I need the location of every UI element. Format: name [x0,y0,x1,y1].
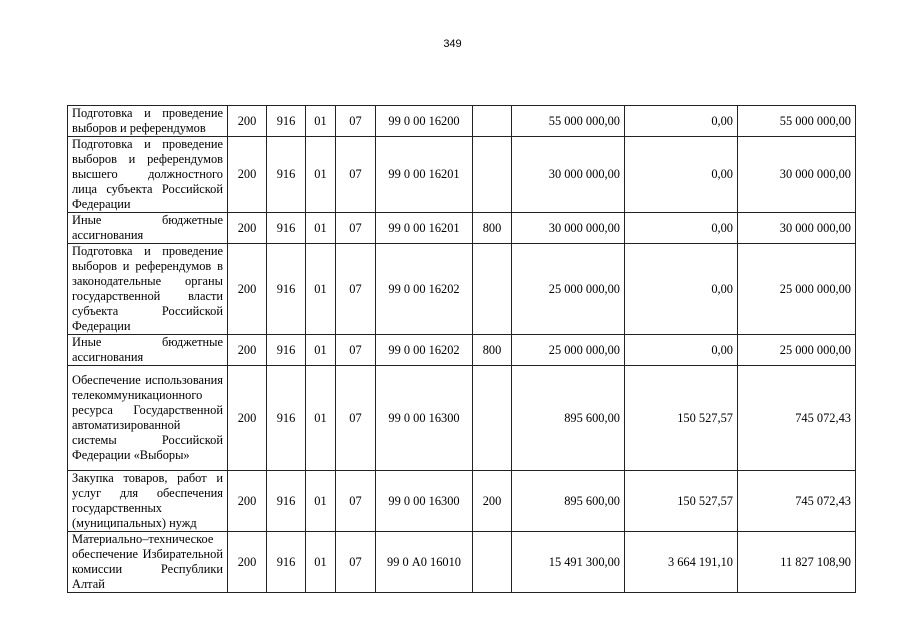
row-remaining: 55 000 000,00 [738,106,856,137]
row-vr [473,244,512,335]
row-remaining: 25 000 000,00 [738,244,856,335]
row-vr [473,106,512,137]
table-row [68,106,856,137]
row-executed: 0,00 [625,106,738,137]
row-remaining: 30 000 000,00 [738,213,856,244]
row-ved: 916 [267,532,306,593]
row-executed: 0,00 [625,335,738,366]
row-name: Подготовка и проведение выборов и референдумов в законодательные органы государственной власти субъекта Российской Федерации [68,244,228,335]
row-executed: 0,00 [625,244,738,335]
table-row [68,335,856,366]
page-number: 349 [443,38,462,50]
row-rz: 01 [306,137,336,213]
budget-table [67,105,856,593]
row-name: Иные бюджетные ассигнования [68,335,228,366]
row-pr: 07 [336,471,376,532]
row-pr: 07 [336,213,376,244]
row-rz: 01 [306,106,336,137]
row-name: Подготовка и проведение выборов и референдумов [68,106,228,137]
row-csr: 99 0 А0 16010 [376,532,473,593]
table-row [68,366,856,471]
table-row [68,137,856,213]
row-pr: 07 [336,106,376,137]
row-approved: 895 600,00 [512,471,625,532]
row-csr: 99 0 00 16201 [376,137,473,213]
row-rz: 01 [306,335,336,366]
row-pr: 07 [336,244,376,335]
row-executed: 0,00 [625,137,738,213]
row-ved: 916 [267,366,306,471]
row-code: 200 [228,532,267,593]
row-executed: 0,00 [625,213,738,244]
row-csr: 99 0 00 16202 [376,244,473,335]
row-approved: 895 600,00 [512,366,625,471]
row-approved: 30 000 000,00 [512,213,625,244]
row-code: 200 [228,335,267,366]
row-rz: 01 [306,366,336,471]
row-ved: 916 [267,471,306,532]
row-ved: 916 [267,213,306,244]
row-code: 200 [228,471,267,532]
row-ved: 916 [267,137,306,213]
row-remaining: 745 072,43 [738,366,856,471]
row-approved: 25 000 000,00 [512,335,625,366]
row-code: 200 [228,213,267,244]
row-approved: 25 000 000,00 [512,244,625,335]
row-name: Подготовка и проведение выборов и референдумов высшего должностного лица субъекта Российской Федерации [68,137,228,213]
row-vr [473,137,512,213]
row-code: 200 [228,137,267,213]
row-code: 200 [228,106,267,137]
table-row [68,213,856,244]
table-row [68,532,856,593]
row-pr: 07 [336,137,376,213]
row-pr: 07 [336,366,376,471]
row-name: Закупка товаров, работ и услуг для обеспечения государственных (муниципальных) нужд [68,471,228,532]
row-vr [473,532,512,593]
row-vr [473,366,512,471]
row-code: 200 [228,366,267,471]
row-approved: 55 000 000,00 [512,106,625,137]
row-executed: 3 664 191,10 [625,532,738,593]
row-approved: 30 000 000,00 [512,137,625,213]
row-name: Материально–техническое обеспечение Избирательной комиссии Республики Алтай [68,532,228,593]
row-ved: 916 [267,244,306,335]
row-csr: 99 0 00 16300 [376,471,473,532]
row-rz: 01 [306,471,336,532]
row-name: Обеспечение использования телекоммуникационного ресурса Государственной автоматизированной системы Российской Федерации «Выборы» [68,366,228,471]
table-row [68,244,856,335]
row-name: Иные бюджетные ассигнования [68,213,228,244]
row-pr: 07 [336,532,376,593]
row-remaining: 11 827 108,90 [738,532,856,593]
row-ved: 916 [267,106,306,137]
row-rz: 01 [306,532,336,593]
row-csr: 99 0 00 16200 [376,106,473,137]
row-executed: 150 527,57 [625,471,738,532]
row-rz: 01 [306,213,336,244]
row-pr: 07 [336,335,376,366]
row-rz: 01 [306,244,336,335]
table-row [68,471,856,532]
row-vr: 200 [473,471,512,532]
row-remaining: 25 000 000,00 [738,335,856,366]
row-code: 200 [228,244,267,335]
row-vr: 800 [473,213,512,244]
row-vr: 800 [473,335,512,366]
row-remaining: 30 000 000,00 [738,137,856,213]
row-csr: 99 0 00 16201 [376,213,473,244]
row-csr: 99 0 00 16202 [376,335,473,366]
row-ved: 916 [267,335,306,366]
row-csr: 99 0 00 16300 [376,366,473,471]
row-remaining: 745 072,43 [738,471,856,532]
row-executed: 150 527,57 [625,366,738,471]
row-approved: 15 491 300,00 [512,532,625,593]
